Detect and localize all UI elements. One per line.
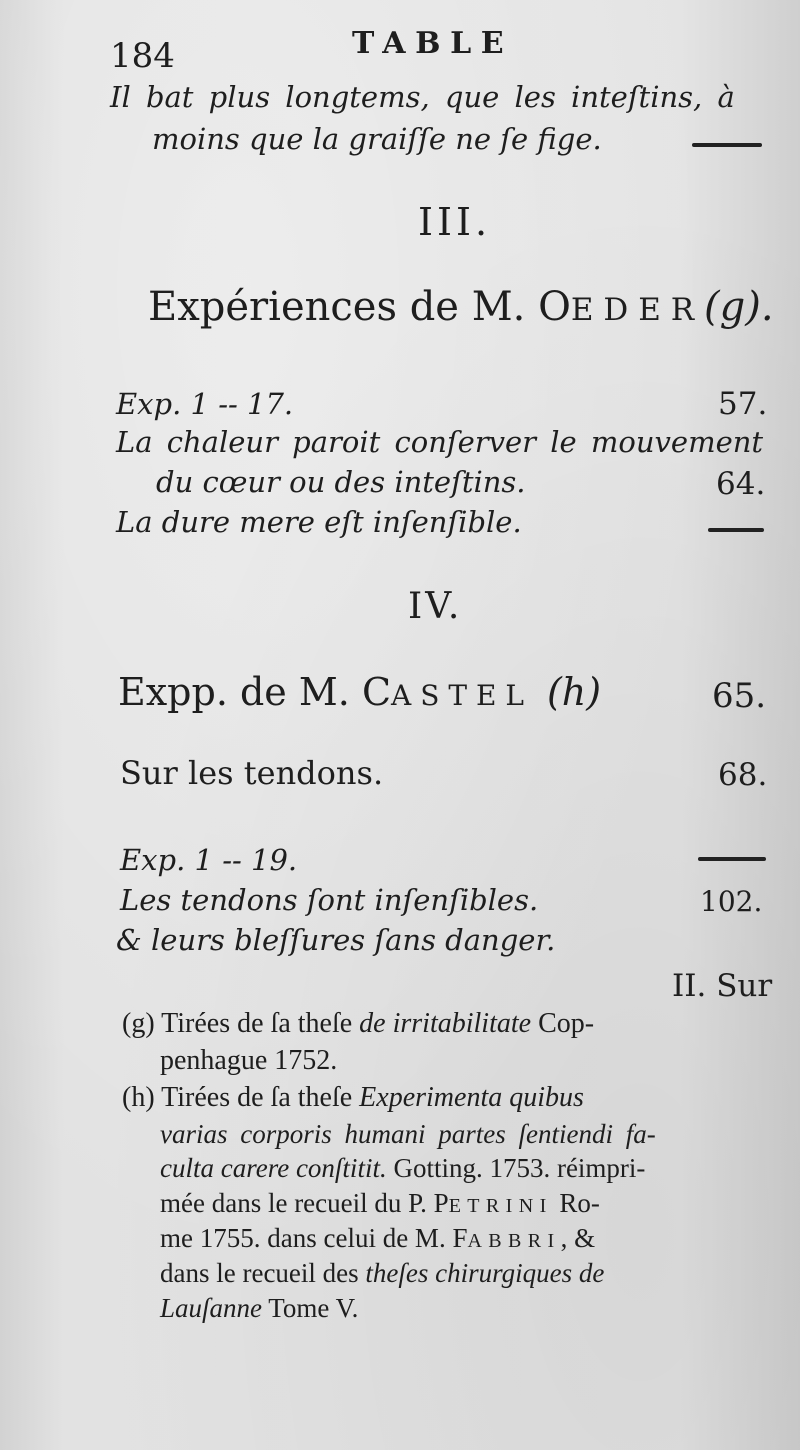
entry-chaleur-cont: du cœur ou des inteſtins. xyxy=(156,465,526,499)
section-4-title-name: ASTEL xyxy=(391,679,533,712)
footnote-h-line-1 xyxy=(122,1082,584,1114)
footnote-g-line-1 xyxy=(122,1008,594,1040)
footnote-h-text: Ro- xyxy=(559,1188,600,1218)
footnote-h-text: mée dans le recueil du P. P xyxy=(160,1188,449,1218)
continuation-line-1: Il bat plus longtems, que les inteſtins, à xyxy=(110,80,735,114)
footnote-h-place: Lauſanne xyxy=(160,1293,263,1323)
footnote-h-name-fabbri: ABBRI xyxy=(467,1230,561,1252)
section-3-title xyxy=(148,284,774,330)
footnote-h-line-2: varias corporis humani partes ſentiendi fa- xyxy=(160,1119,656,1149)
section-3-numeral: III. xyxy=(418,200,492,244)
footnote-h-text: (h) Tirées de ſa theſe xyxy=(122,1082,353,1113)
footnote-h-line-6 xyxy=(160,1258,604,1289)
footnote-h-line-4 xyxy=(160,1188,600,1219)
footnote-h-text: , & xyxy=(560,1223,596,1253)
entry-page-57: 57. xyxy=(718,386,768,422)
section-4-title-text: Expp. de M. C xyxy=(118,670,392,714)
footnote-g-text-end: Cop- xyxy=(538,1008,595,1039)
footnote-h-text: me 1755. dans celui de M. F xyxy=(160,1223,468,1253)
entry-exp-1-17: Exp. 1 -- 17. xyxy=(116,387,294,421)
section-4-title xyxy=(118,670,601,714)
entry-page-102: 102. xyxy=(700,885,763,918)
page-number: 184 xyxy=(110,36,175,76)
footnote-g-title: de irritabilitate xyxy=(359,1008,532,1039)
entry-chaleur: La chaleur paroit conſerver le mouvement xyxy=(116,425,764,459)
page-reference-dash xyxy=(692,143,762,147)
footnote-h-line-7 xyxy=(160,1293,358,1324)
footnote-h-text: dans le recueil des xyxy=(160,1258,359,1288)
footnote-g-text: (g) Tirées de ſa theſe xyxy=(122,1008,353,1039)
footnote-h-line-5 xyxy=(160,1223,595,1254)
entry-page-64: 64. xyxy=(716,466,766,502)
continuation-line-2: moins que la graiſſe ne ſe fige. xyxy=(152,122,602,156)
entry-exp-1-19: Exp. 1 -- 19. xyxy=(120,843,298,877)
footnote-g-line-2: penhague 1752. xyxy=(160,1045,338,1076)
entry-tendons: Les tendons ſont inſenſibles. xyxy=(120,883,539,917)
footnote-h-text: Tome V. xyxy=(268,1293,359,1323)
footnote-h-name-petrini: ETRINI xyxy=(448,1195,553,1217)
footnote-h-title-cont: culta carere conſtitit. xyxy=(160,1153,387,1183)
page-reference-dash xyxy=(698,857,766,861)
section-4-title-note: (h) xyxy=(546,670,602,714)
section-4-numeral: IV. xyxy=(408,586,463,627)
footnote-h-text-cont: Gotting. 1753. réimpri- xyxy=(393,1153,646,1183)
catchword: II. Sur xyxy=(672,968,773,1004)
footnote-h-line-3 xyxy=(160,1153,645,1184)
section-4-title-page: 65. xyxy=(712,676,767,716)
footnote-h-title: Experimenta quibus xyxy=(359,1082,584,1113)
entry-dure-mere: La dure mere eſt inſenſible. xyxy=(116,505,522,539)
entry-blessures: & leurs bleſſures ſans danger. xyxy=(116,923,556,957)
section-4-subtitle: Sur les tendons. xyxy=(120,754,384,792)
section-3-title-note: (g). xyxy=(704,284,774,330)
page-reference-dash xyxy=(708,528,764,532)
running-title: TABLE xyxy=(352,26,514,61)
footnote-h-title-cont: theſes chirurgiques de xyxy=(365,1258,605,1288)
section-4-subtitle-page: 68. xyxy=(718,757,768,793)
section-3-title-text: Expériences de M. O xyxy=(148,284,571,330)
section-3-title-name: EDER xyxy=(570,292,705,328)
